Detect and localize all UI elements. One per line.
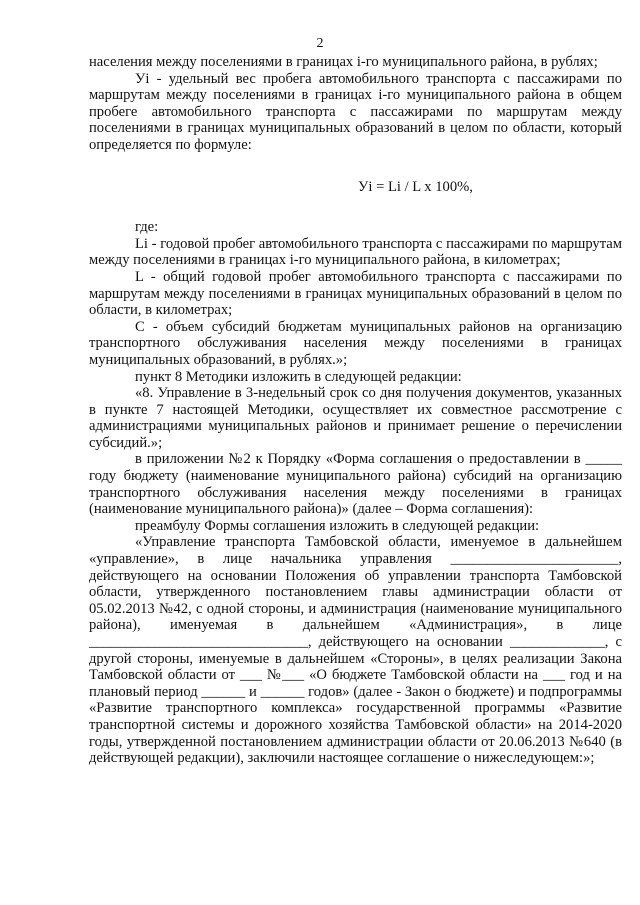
paragraph-preamble-intro: преамбулу Формы соглашения изложить в следующей редакции:: [135, 517, 540, 534]
document-body: [89, 54, 622, 767]
page-number: 2: [316, 36, 324, 51]
paragraph-ui-definition: Уi - удельный вес пробега автомобильного транспорта с пассажирами по маршрутам между поселениями в границах i-го муниципального района в общем пробеге автомобильного транспорта с пассажирами по маршрутам между поселениями в границах муниципальных образований в целом по области, который определяется по формуле:: [89, 70, 622, 153]
paragraph-li-definition: Li - годовой пробег автомобильного транспорта с пассажирами по маршрутам между поселениями в границах i-го муниципального района, в километрах;: [89, 235, 622, 269]
paragraph-c-definition: С - объем субсидий бюджетам муниципальных районов на организацию транспортного обслуживания населения между поселениями в границах муниципальных образований, в рублях.»;: [89, 318, 622, 368]
paragraph-where: где:: [135, 219, 159, 236]
paragraph-point-8-text: «8. Управление в 3-недельный срок со дня получения документов, указанных в пункте 7 настоящей Методики, осуществляет их совместное рассмотрение с администрациями муниципальных районов и принимает решение о перечислении субсидий.»;: [89, 385, 622, 451]
paragraph-l-definition: L - общий годовой пробег автомобильного транспорта с пассажирами по маршрутам между поселениями в границах муниципальных образований в целом по области, в километрах;: [89, 268, 622, 319]
paragraph-preamble-text: «Управление транспорта Тамбовской области, именуемое в дальнейшем «управление», в лице начальника управления _______________________, действующего на основании Положения об управлении транспорта Тамбовской области, утвержденного постановлением главы администрации области от 05.02.2013 №42, с одной стороны, и администрация (наименование муниципального района), именуемая в дальнейшем «Администрация», в лице ______________________________, действующего на основании _____________, с другой стороны, именуемые в дальнейшем «Стороны», в целях реализации Закона Тамбовской области от ___ №___ «О бюджете Тамбовской области на ___ год и на плановый период ______ и ______ годов» (далее - Закон о бюджете) и подпрограммы «Развитие транспортного комплекса» государственной программы «Развитие транспортной системы и дорожного хозяйства Тамбовской области» на 2014-2020 годы, утвержденной постановлением администрации области от 20.06.2013 №640 (в действующей редакции), заключили настоящее соглашение о нижеследующем:»;: [89, 534, 622, 767]
paragraph-appendix-2: в приложении №2 к Порядку «Форма соглашения о предоставлении в _____ году бюджету (наименование муниципального района) субсидий на организацию транспортного обслуживания населения между поселениями в границах (наименование муниципального района)» (далее – Форма соглашения):: [89, 451, 622, 518]
paragraph-population: населения между поселениями в границах i-го муниципального района, в рублях;: [89, 54, 598, 70]
paragraph-point-8: пункт 8 Методики изложить в следующей редакции:: [135, 368, 462, 385]
formula: Уi = Li / L х 100%,: [358, 178, 473, 195]
